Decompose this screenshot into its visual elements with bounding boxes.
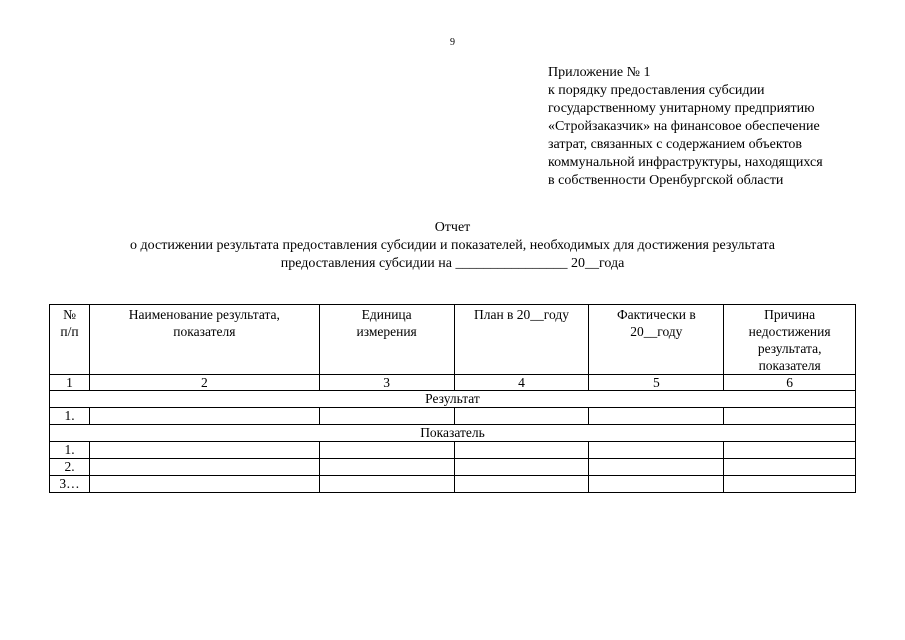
table-cell bbox=[319, 459, 454, 476]
header-cell: Причина недостижения результата, показателя bbox=[724, 305, 856, 375]
section-label: Результат bbox=[50, 391, 856, 408]
table-cell bbox=[589, 459, 724, 476]
report-table bbox=[49, 304, 856, 493]
appendix-line: затрат, связанных с содержанием объектов bbox=[548, 137, 802, 152]
table-header-row bbox=[50, 305, 856, 375]
table-cell bbox=[454, 442, 589, 459]
table-cell bbox=[724, 459, 856, 476]
appendix-block bbox=[548, 64, 888, 190]
header-cell: Фактически в 20__году bbox=[589, 305, 724, 375]
report-heading bbox=[0, 219, 905, 273]
table-cell bbox=[589, 476, 724, 493]
table-row bbox=[50, 476, 856, 493]
report-subtitle-line: о достижении результата предоставления субсидии и показателей, необходимых для достижения результата bbox=[130, 238, 775, 253]
table-cell bbox=[90, 442, 320, 459]
appendix-line: «Стройзаказчик» на финансовое обеспечение bbox=[548, 119, 820, 134]
section-row-result bbox=[50, 391, 856, 408]
column-number: 4 bbox=[454, 375, 589, 391]
row-number: 1. bbox=[50, 408, 90, 425]
table-cell bbox=[90, 476, 320, 493]
row-number: 3… bbox=[50, 476, 90, 493]
appendix-line: в собственности Оренбургской области bbox=[548, 173, 784, 188]
row-number: 2. bbox=[50, 459, 90, 476]
table-cell bbox=[724, 408, 856, 425]
table-cell bbox=[589, 408, 724, 425]
report-subtitle-line: предоставления субсидии на ________________ 20__года bbox=[280, 256, 625, 271]
table-cell bbox=[454, 408, 589, 425]
table-cell bbox=[724, 442, 856, 459]
table-cell bbox=[454, 476, 589, 493]
appendix-line: Приложение № 1 bbox=[548, 65, 651, 80]
table-cell bbox=[90, 459, 320, 476]
table-cell bbox=[90, 408, 320, 425]
section-label: Показатель bbox=[50, 425, 856, 442]
column-number-row bbox=[50, 375, 856, 391]
table-cell bbox=[319, 442, 454, 459]
table-row bbox=[50, 459, 856, 476]
table-row bbox=[50, 442, 856, 459]
appendix-line: государственному унитарному предприятию bbox=[548, 101, 815, 116]
report-title: Отчет bbox=[434, 220, 471, 235]
header-cell: Наименование результата, показателя bbox=[90, 305, 320, 375]
column-number: 1 bbox=[50, 375, 90, 391]
table-cell bbox=[454, 459, 589, 476]
appendix-line: к порядку предоставления субсидии bbox=[548, 83, 765, 98]
column-number: 2 bbox=[90, 375, 320, 391]
table-cell bbox=[319, 408, 454, 425]
column-number: 6 bbox=[724, 375, 856, 391]
page-number: 9 bbox=[450, 37, 455, 48]
section-row-indicator bbox=[50, 425, 856, 442]
header-cell: Единица измерения bbox=[319, 305, 454, 375]
appendix-line: коммунальной инфраструктуры, находящихся bbox=[548, 155, 823, 170]
header-cell: План в 20__году bbox=[454, 305, 589, 375]
table-cell bbox=[589, 442, 724, 459]
header-cell: № п/п bbox=[50, 305, 90, 375]
table-cell bbox=[319, 476, 454, 493]
column-number: 3 bbox=[319, 375, 454, 391]
row-number: 1. bbox=[50, 442, 90, 459]
table-cell bbox=[724, 476, 856, 493]
table-row bbox=[50, 408, 856, 425]
column-number: 5 bbox=[589, 375, 724, 391]
